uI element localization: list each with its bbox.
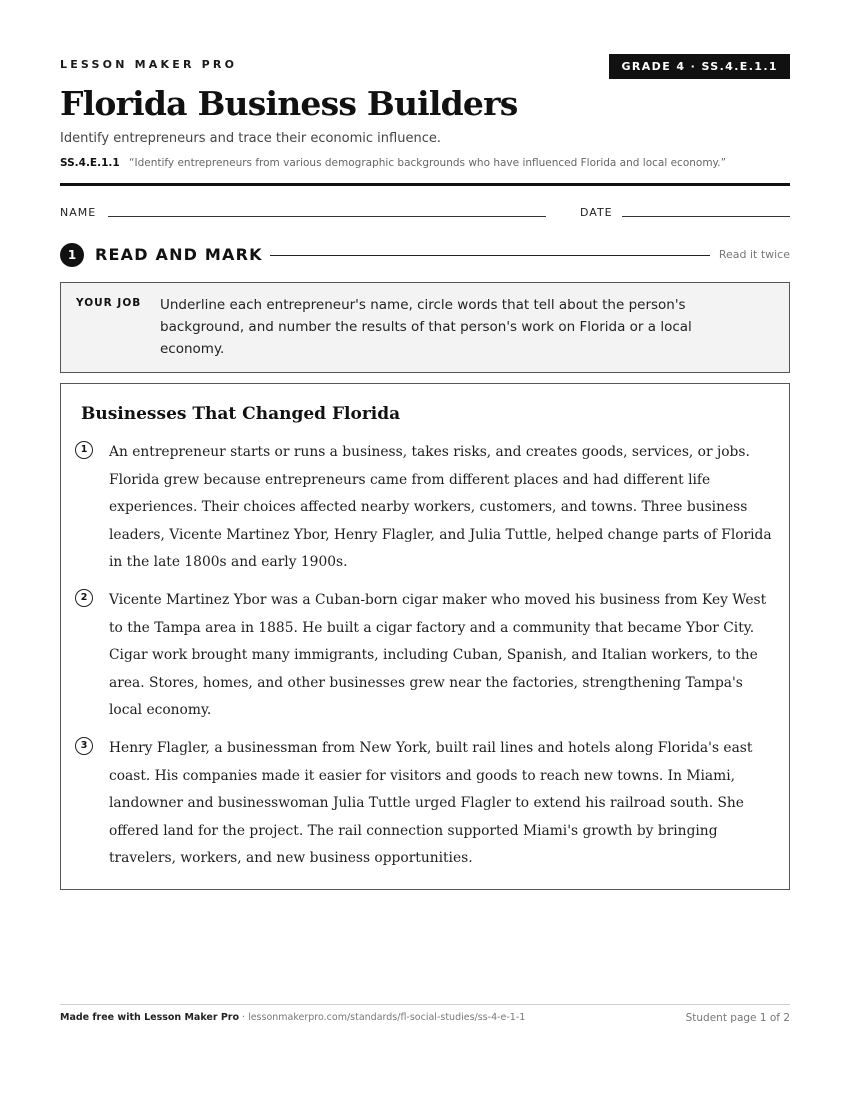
section-hint: Read it twice bbox=[718, 248, 790, 261]
worksheet-page bbox=[60, 0, 790, 1100]
footer-brand: Made free with Lesson Maker Pro bbox=[60, 1012, 240, 1023]
page-title: Florida Business Builders bbox=[60, 84, 518, 123]
date-label: DATE bbox=[580, 206, 613, 219]
paragraph-number: 1 bbox=[75, 441, 93, 459]
paragraph-number: 2 bbox=[75, 589, 93, 607]
name-field[interactable] bbox=[108, 216, 546, 217]
footer-credit bbox=[60, 1012, 525, 1023]
brand-name: LESSON MAKER PRO bbox=[60, 58, 238, 71]
page-indicator: Student page 1 of 2 bbox=[685, 1012, 790, 1024]
instructions-label: YOUR JOB bbox=[76, 297, 142, 309]
footer-url: · lessonmakerpro.com/standards/fl-social-studies/ss-4-e-1-1 bbox=[239, 1012, 526, 1023]
standard-text: “Identify entrepreneurs from various demographic backgrounds who have influenced Florida and local economy.” bbox=[129, 157, 727, 169]
paragraph-text: An entrepreneur starts or runs a business, takes risks, and creates goods, services, or jobs. Florida grew because entrepreneurs came from different places and had different life experiences. Their choices affected nearby workers, customers, and towns. Three business leaders, Vicente Martinez Ybor, Henry Flagler, and Julia Tuttle, helped change parts of Florida in the late 1800s and early 1900s. bbox=[109, 444, 772, 570]
paragraph-number: 3 bbox=[75, 737, 93, 755]
footer-divider bbox=[60, 1004, 790, 1005]
paragraph-text: Vicente Martinez Ybor was a Cuban-born cigar maker who moved his business from Key West to the Tampa area in 1885. He built a cigar factory and a community that became Ybor City. Cigar work brought many immigrants, including Cuban, Spanish, and Italian workers, to the area. Stores, homes, and other businesses grew near the factories, strengthening Tampa's local economy. bbox=[109, 592, 767, 718]
paragraph-text: Henry Flagler, a businessman from New York, built rail lines and hotels along Florida's east coast. His companies made it easier for visitors and goods to reach new towns. In Miami, landowner and businesswoman Julia Tuttle urged Flagler to extend his railroad south. She offered land for the project. The rail connection supported Miami's growth by bringing travelers, workers, and new business opportunities. bbox=[109, 740, 753, 866]
section-title: READ AND MARK bbox=[95, 245, 263, 264]
instructions-text: Underline each entrepreneur's name, circle words that tell about the person's background, and number the results of that person's work on Florida or a local economy. bbox=[160, 297, 692, 357]
grade-standard-badge: GRADE 4 · SS.4.E.1.1 bbox=[609, 54, 790, 79]
standard-statement bbox=[60, 157, 726, 169]
header-divider bbox=[60, 183, 790, 186]
name-label: NAME bbox=[60, 206, 97, 219]
date-field[interactable] bbox=[622, 216, 790, 217]
page-subtitle: Identify entrepreneurs and trace their economic influence. bbox=[60, 131, 441, 146]
section-number-badge: 1 bbox=[60, 243, 84, 267]
standard-code: SS.4.E.1.1 bbox=[60, 157, 120, 169]
section-divider bbox=[270, 255, 710, 256]
reading-passage bbox=[60, 383, 790, 890]
section-header bbox=[60, 243, 790, 267]
instructions-box bbox=[60, 282, 790, 373]
passage-title: Businesses That Changed Florida bbox=[81, 404, 401, 424]
